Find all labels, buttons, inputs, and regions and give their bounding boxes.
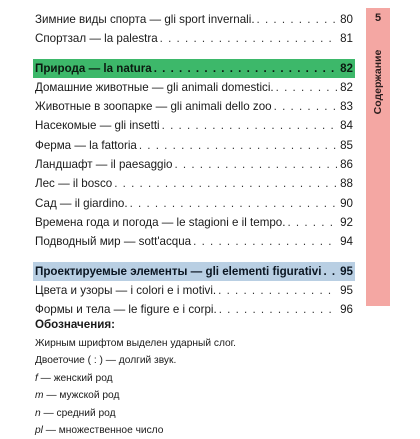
legend-line: n — средний род xyxy=(35,407,116,419)
legend-line: pl — множественное число xyxy=(35,425,164,437)
side-tab-label: Содержание xyxy=(372,49,384,115)
toc-row[interactable]: Зимние виды спорта — gli sport invernali. . . . 80 xyxy=(33,10,355,29)
legend-line: Двоеточие ( : ) — долгий звук. xyxy=(35,355,177,367)
legend-line: m — мужской род xyxy=(35,390,120,402)
toc-row[interactable]: Спортзал — la palestra . . . 81 xyxy=(33,29,355,48)
toc-row[interactable]: Подводный мир — sott'acqua . . . 94 xyxy=(33,232,355,251)
toc-row[interactable]: Ландшафт — il paesaggio . . . 86 xyxy=(33,155,355,174)
legend-heading: Обозначения: xyxy=(35,318,115,331)
legend xyxy=(35,318,355,439)
toc-row[interactable]: Формы и тела — le figure e i corpi. . . . 96 xyxy=(33,300,355,319)
toc-row[interactable]: Ферма — la fattoria . . . 85 xyxy=(33,136,355,155)
toc-row[interactable]: Животные в зоопарке — gli animali dello zoo . . . 83 xyxy=(33,97,355,116)
table-of-contents xyxy=(33,10,355,319)
toc-row[interactable]: Цвета и узоры — i colori e i motivi. . . . 95 xyxy=(33,281,355,300)
contents-side-tab xyxy=(366,8,390,306)
toc-row[interactable]: Лес — il bosco . . . 88 xyxy=(33,174,355,193)
legend-line: f — женский род xyxy=(35,372,113,384)
page-number: 5 xyxy=(374,12,382,24)
toc-row[interactable]: Насекомые — gli insetti . . . 84 xyxy=(33,116,355,135)
toc-row[interactable]: Времена года и погода — le stagioni e il tempo. . . . 92 xyxy=(33,213,355,232)
section-header-design[interactable]: Проектируемые элементы — gli elementi figurativi . . . 95 xyxy=(33,262,355,281)
toc-row[interactable]: Домашние животные — gli animali domestici. . . . 82 xyxy=(33,78,355,97)
legend-line: Жирным шрифтом выделен ударный слог. xyxy=(35,338,236,349)
section-header-nature[interactable]: Природа — la natura . . . 82 xyxy=(33,59,355,78)
toc-row[interactable]: Сад — il giardino. . . . 90 xyxy=(33,194,355,213)
